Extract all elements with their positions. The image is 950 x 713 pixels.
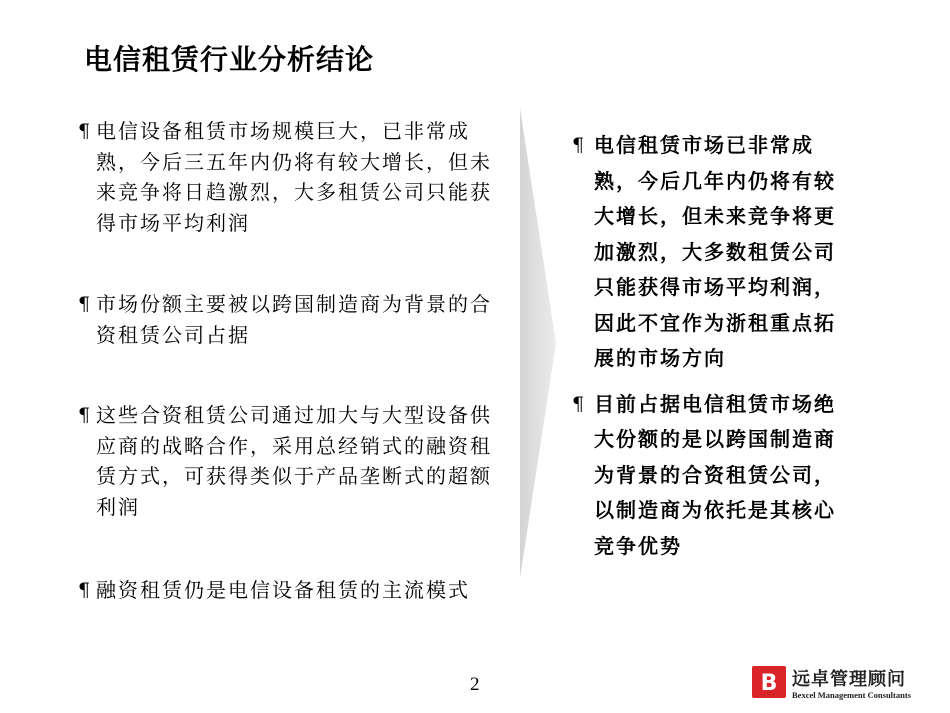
left-point-text: 这些合资租赁公司通过加大与大型设备供应商的战略合作，采用总经销式的融资租赁方式，可获得类似于产品垄断式的超额利润 — [96, 403, 492, 519]
right-conclusions-list — [572, 128, 840, 564]
left-point-text: 电信设备租赁市场规模巨大，已非常成熟，今后三五年内仍将有较大增长，但未来竞争将日趋激烈，大多租赁公司只能获得市场平均利润 — [96, 119, 492, 235]
bullet-marker: ¶ — [572, 134, 587, 156]
right-point-1 — [572, 128, 840, 377]
left-point-2 — [78, 289, 503, 350]
company-logo — [752, 664, 937, 704]
bullet-marker: ¶ — [78, 579, 93, 601]
bullet-marker: ¶ — [78, 293, 93, 315]
left-points-list — [78, 116, 503, 657]
right-point-2 — [572, 387, 840, 565]
right-point-text: 电信租赁市场已非常成熟，今后几年内仍将有较大增长，但未来竞争将更加激烈，大多数租赁公司只能获得市场平均利润，因此不宜作为浙租重点拓展的市场方向 — [594, 133, 836, 370]
left-point-4 — [78, 575, 503, 606]
bullet-marker: ¶ — [572, 392, 587, 415]
left-point-text: 融资租赁仍是电信设备租赁的主流模式 — [96, 578, 470, 602]
left-point-1 — [78, 116, 503, 238]
logo-mark-icon — [752, 664, 788, 700]
page-number: 2 — [470, 674, 480, 695]
right-point-text: 目前占据电信租赁市场绝大份额的是以跨国制造商为背景的合资租赁公司，以制造商为依托是其核心竞争优势 — [594, 391, 836, 558]
bullet-marker: ¶ — [78, 120, 93, 142]
page-title: 电信租赁行业分析结论 — [84, 43, 375, 76]
bullet-marker: ¶ — [78, 404, 93, 426]
logo-name-en: Bexcel Management Consultants — [792, 690, 911, 700]
left-point-text: 市场份额主要被以跨国制造商为背景的合资租赁公司占据 — [96, 292, 492, 347]
logo-name-cn: 远卓管理顾问 — [792, 669, 906, 690]
left-point-3 — [78, 400, 503, 522]
chevron-arrow-icon — [520, 108, 556, 578]
svg-text:B: B — [760, 671, 778, 696]
